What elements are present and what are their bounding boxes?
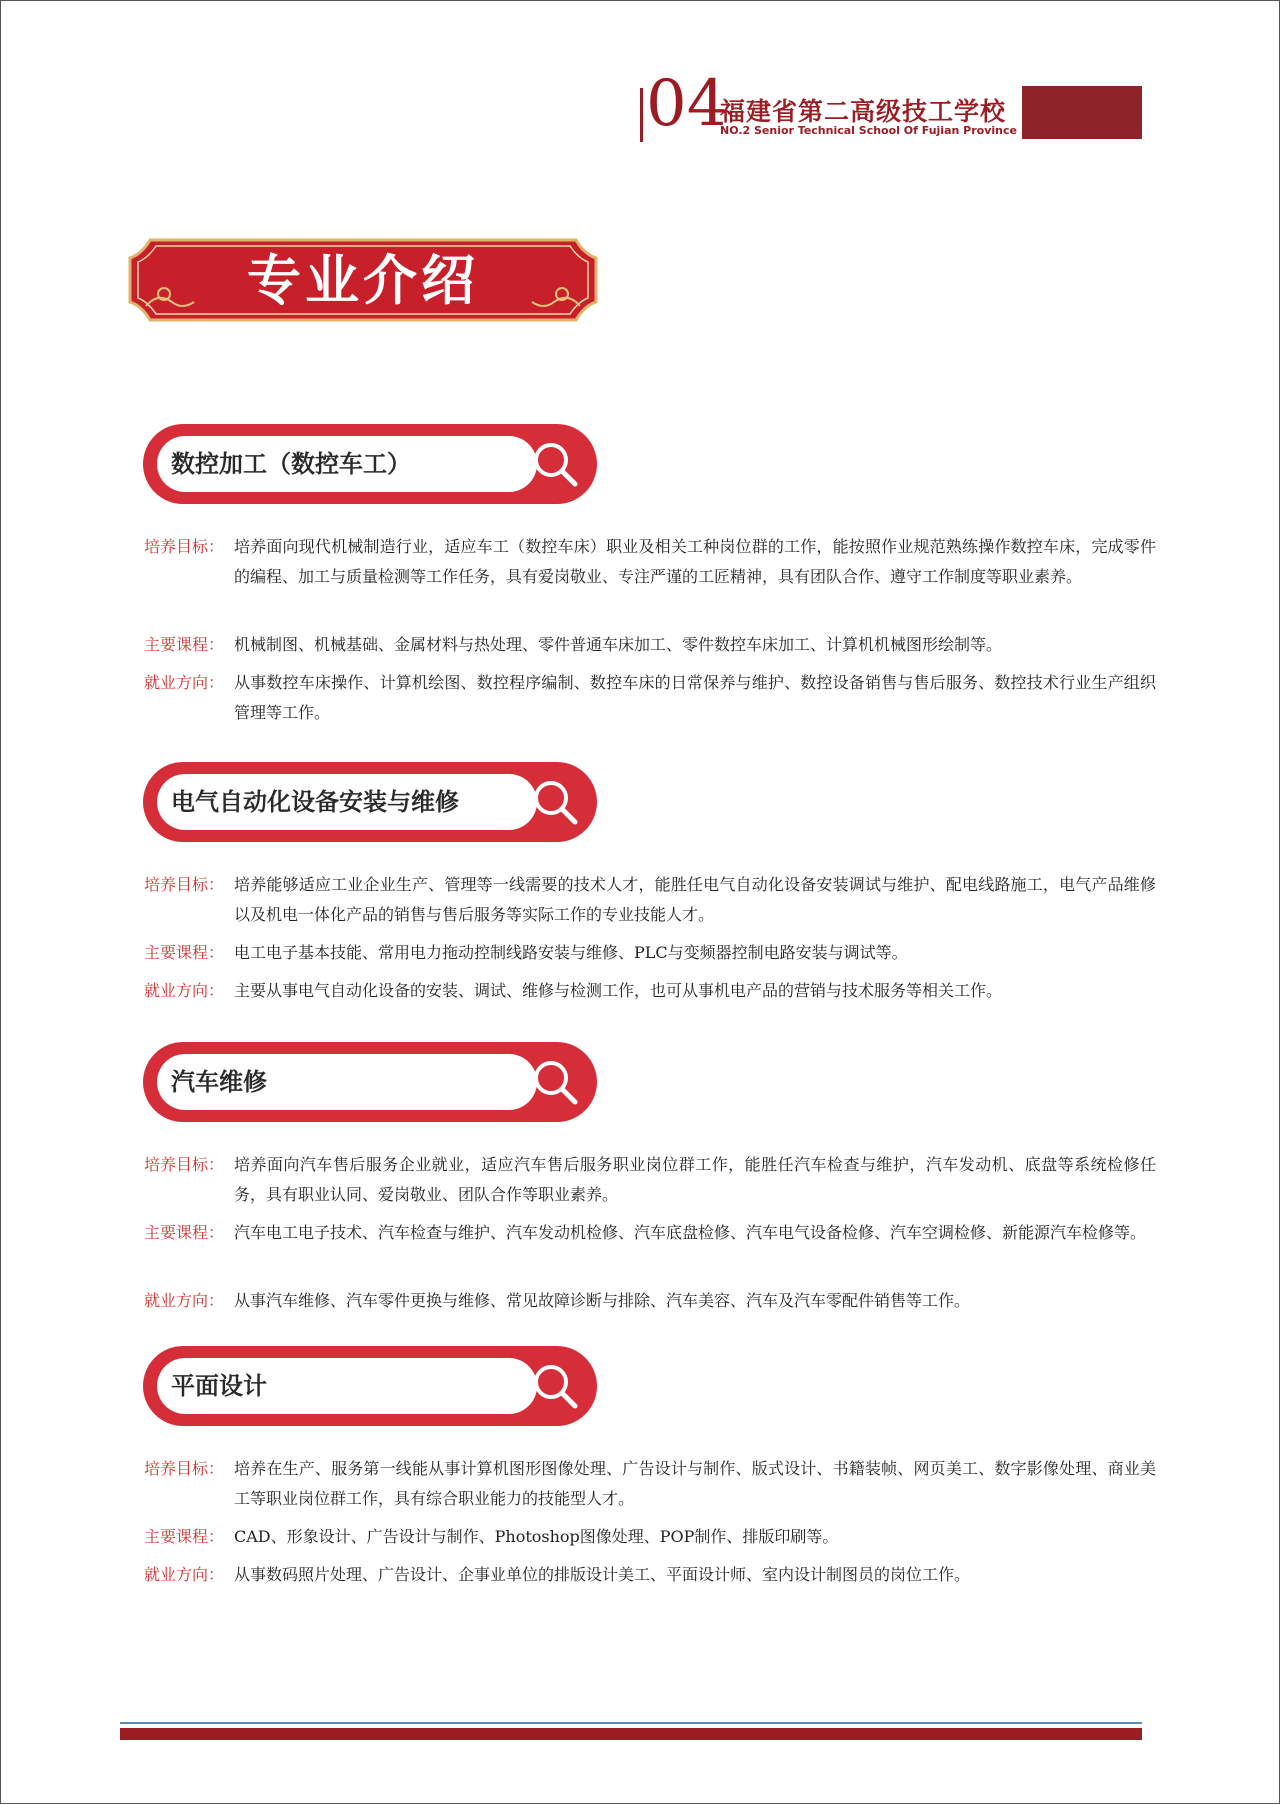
- magnifier-icon: [525, 1356, 585, 1416]
- goal-text: 培养面向现代机械制造行业，适应车工（数控车床）职业及相关工种岗位群的工作，能按照作业规范熟练操作数控车床，完成零件的编程、加工与质量检测等工作任务，具有爱岗敬业、专注严谨的工匠精神，具有团队合作、遵守工作制度等职业素养。: [234, 537, 1156, 586]
- goal-row: [144, 532, 1156, 622]
- career-label: 就业方向：: [144, 1565, 225, 1584]
- goal-label: 培养目标：: [144, 537, 225, 556]
- footer-bar: [120, 1728, 1142, 1740]
- courses-label: 主要课程：: [144, 1223, 225, 1242]
- section-header-auto: [143, 1042, 597, 1122]
- career-text: 从事数码照片处理、广告设计、企事业单位的排版设计美工、平面设计师、室内设计制图员的岗位工作。: [234, 1565, 971, 1584]
- courses-row: [144, 938, 1156, 968]
- goal-text: 培养能够适应工业企业生产、管理等一线需要的技术人才，能胜任电气自动化设备安装调试与维护、配电线路施工，电气产品维修以及机电一体化产品的销售与售后服务等实际工作的专业技能人才。: [234, 875, 1156, 924]
- section-title: 电气自动化设备安装与维修: [171, 788, 459, 816]
- magnifier-icon: [525, 772, 585, 832]
- goal-label: 培养目标：: [144, 875, 225, 894]
- career-label: 就业方向：: [144, 673, 225, 692]
- page-number: 04: [646, 67, 728, 141]
- courses-text: CAD、形象设计、广告设计与制作、Photoshop图像处理、POP制作、排版印刷等。: [234, 1527, 839, 1546]
- goal-text: 培养面向汽车售后服务企业就业，适应汽车售后服务职业岗位群工作，能胜任汽车检查与维护，汽车发动机、底盘等系统检修任务，具有职业认同、爱岗敬业、团队合作等职业素养。: [234, 1155, 1156, 1204]
- title-banner: [128, 236, 598, 324]
- courses-row: [144, 1218, 1156, 1278]
- magnifier-icon: [525, 1052, 585, 1112]
- career-text: 主要从事电气自动化设备的安装、调试、维修与检测工作，也可从事机电产品的营销与技术服务等相关工作。: [234, 981, 1003, 1000]
- school-name-en: NO.2 Senior Technical School Of Fujian Province: [720, 124, 1017, 137]
- goal-label: 培养目标：: [144, 1155, 225, 1174]
- career-text: 从事数控车床操作、计算机绘图、数控程序编制、数控车床的日常保养与维护、数控设备销售与售后服务、数控技术行业生产组织管理等工作。: [234, 673, 1156, 722]
- career-row: [144, 1286, 1156, 1316]
- courses-text: 机械制图、机械基础、金属材料与热处理、零件普通车床加工、零件数控车床加工、计算机机械图形绘制等。: [234, 635, 1003, 654]
- page-title: 专业介绍: [247, 248, 479, 312]
- section-title: 汽车维修: [171, 1068, 267, 1096]
- career-label: 就业方向：: [144, 1291, 225, 1310]
- section-header-electrical: [143, 762, 597, 842]
- career-row: [144, 668, 1156, 728]
- goal-row: [144, 870, 1156, 930]
- magnifier-icon: [525, 434, 585, 494]
- courses-row: [144, 630, 1156, 660]
- goal-label: 培养目标：: [144, 1459, 225, 1478]
- courses-label: 主要课程：: [144, 635, 225, 654]
- goal-row: [144, 1150, 1156, 1210]
- goal-row: [144, 1454, 1156, 1514]
- courses-text: 电工电子基本技能、常用电力拖动控制线路安装与维修、PLC与变频器控制电路安装与调试等。: [234, 943, 908, 962]
- courses-label: 主要课程：: [144, 943, 225, 962]
- career-label: 就业方向：: [144, 981, 225, 1000]
- section-title: 数控加工（数控车工）: [171, 450, 411, 478]
- goal-text: 培养在生产、服务第一线能从事计算机图形图像处理、广告设计与制作、版式设计、书籍装帧、网页美工、数字影像处理、商业美工等职业岗位群工作，具有综合职业能力的技能型人才。: [234, 1459, 1156, 1508]
- section-title: 平面设计: [171, 1372, 267, 1400]
- school-name-cn: 福建省第二高级技工学校: [720, 97, 1007, 126]
- career-row: [144, 976, 1156, 1006]
- section-header-graphic-design: [143, 1346, 597, 1426]
- career-text: 从事汽车维修、汽车零件更换与维修、常见故障诊断与排除、汽车美容、汽车及汽车零配件销售等工作。: [234, 1291, 971, 1310]
- footer-line: [120, 1722, 1142, 1724]
- courses-text: 汽车电工电子技术、汽车检查与维护、汽车发动机检修、汽车底盘检修、汽车电气设备检修、汽车空调检修、新能源汽车检修等。: [234, 1223, 1147, 1242]
- section-header-cnc: [143, 424, 597, 504]
- courses-label: 主要课程：: [144, 1527, 225, 1546]
- header-divider: [640, 88, 643, 142]
- courses-row: [144, 1522, 1156, 1552]
- header-color-block: [1022, 86, 1142, 139]
- career-row: [144, 1560, 1156, 1590]
